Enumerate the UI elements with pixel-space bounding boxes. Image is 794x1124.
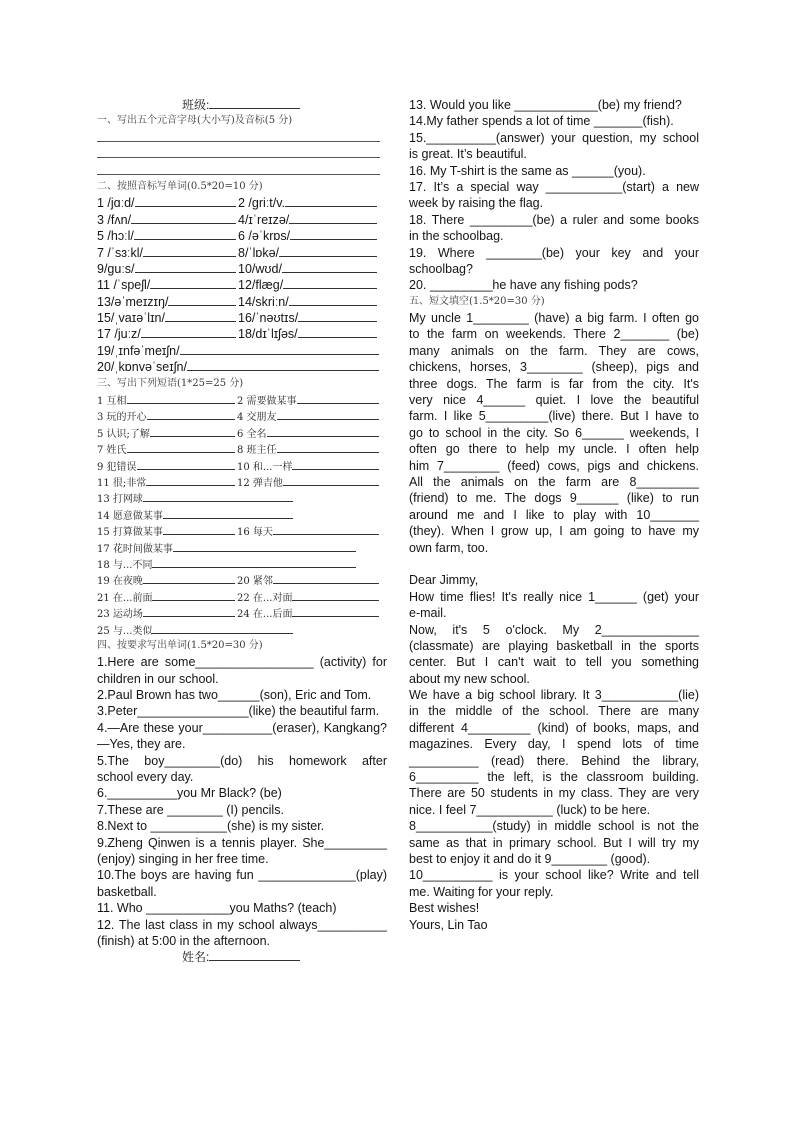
answer-blank (127, 394, 235, 404)
vocab-phonetic: 12/flæg/ (238, 278, 284, 293)
answer-blank (143, 607, 235, 617)
letter-line: __________ (read) there. Behind the library, (409, 753, 699, 768)
vocab-phonetic: 1 /jɑːd/ (97, 196, 135, 211)
answer-blank (298, 312, 377, 322)
question-line: 1.Here are some_________________ (activity) for (97, 655, 387, 670)
answer-blank (127, 443, 235, 453)
phrase-prompt: 22 在...对面 (237, 592, 293, 604)
answer-blank (141, 328, 236, 338)
answer-blank (187, 361, 379, 371)
vocab-item (97, 195, 236, 211)
answer-blank (277, 443, 379, 453)
answer-blank (131, 214, 236, 224)
part4-questions-right (409, 97, 699, 294)
phrase-row (97, 605, 387, 621)
vocab-row (97, 212, 387, 228)
question-line: 7.These are ________ (I) pencils. (97, 802, 284, 817)
answer-blank (282, 263, 377, 273)
question-line: 20. _________he have any fishing pods? (409, 278, 638, 293)
vocab-item (238, 261, 377, 277)
letter-line: Now, it's 5 o'clock. My 2______________ (409, 622, 699, 637)
vocab-item (238, 195, 377, 211)
vocab-phonetic: 17 /juːz/ (97, 327, 141, 342)
vocab-item (238, 212, 377, 228)
vocab-row (97, 261, 387, 277)
question-line: 17. It’s a special way ___________(start) a new (409, 179, 699, 194)
question-line: 3.Peter________________(like) the beautiful farm. (97, 704, 380, 719)
answer-blank (292, 607, 379, 617)
passage-line: around me and I like to play with 10_______ (409, 507, 699, 522)
passage-line: farm. I like 5_________(live) there. But I have to (409, 409, 699, 424)
answer-blank (283, 476, 379, 486)
answer-blank (173, 542, 356, 552)
passage-line: (they). When I grow up, I am going to have my (409, 524, 699, 539)
name-row (97, 949, 387, 965)
letter-line: nice. I feel 7___________ (luck) to be here. (409, 802, 651, 817)
answer-blank (285, 197, 377, 207)
vocab-phonetic: 5 /hɔːl/ (97, 229, 134, 244)
phrase-row (97, 425, 387, 441)
answer-blank (143, 574, 235, 584)
name-blank (209, 951, 300, 961)
vocab-row (97, 326, 387, 342)
phrase-prompt: 23 运动场 (97, 609, 143, 621)
vocab-item (97, 261, 236, 277)
answer-blank (135, 197, 236, 207)
vocab-item (238, 294, 377, 310)
phrase-row (97, 474, 387, 490)
question-line: 19. Where ________(be) your key and your (409, 245, 699, 260)
answer-rule (97, 147, 380, 158)
phrase-prompt: 1 互相 (97, 396, 127, 408)
question-line: is great. It’s beautiful. (409, 147, 527, 162)
letter-line: We have a big school library. It 3___________(lie) (409, 688, 699, 703)
phrase-row (97, 556, 387, 572)
answer-blank (277, 410, 379, 420)
answer-rule (97, 131, 380, 142)
letter-line: 8___________(study) in middle school is not the (409, 819, 699, 834)
vocab-phonetic: 3 /fʌn/ (97, 212, 132, 227)
letter-line: in the middle of the school. There are many (409, 704, 699, 719)
question-line: (enjoy) singing in her free time. (97, 851, 269, 866)
answer-blank (163, 525, 235, 535)
phrase-prompt: 17 花时间做某事 (97, 543, 173, 555)
class-label: 班级: (182, 98, 210, 112)
answer-line (97, 163, 387, 179)
vocab-row (97, 277, 387, 293)
class-field (182, 97, 300, 113)
answer-blank (135, 263, 236, 273)
letter-line: 10__________ is your school like? Write and tell (409, 868, 699, 883)
passage-line: chickens, horses, 3________ (sheep), pigs and (409, 360, 699, 375)
phrase-prompt: 25 与...类似 (97, 625, 153, 637)
answer-blank (290, 230, 377, 240)
vocab-row (97, 310, 387, 326)
letter-line: (classmate) are playing basketball in the sports (409, 638, 699, 653)
question-line: 16. My T-shirt is the same as ______(you). (409, 163, 646, 178)
question-line: (finish) at 5:00 in the afternoon. (97, 933, 271, 948)
vocab-phonetic: 19/ˌɪnfəˈmeɪʃn/ (97, 343, 180, 358)
vocab-phonetic: 8/ˈlɒkə/ (238, 245, 279, 260)
answer-blank (143, 492, 293, 502)
letter-line: magazines. Every day, I spend lots of time (409, 737, 699, 752)
question-line: 4.—Are these your__________(eraser), Kangkang? (97, 720, 387, 735)
letter-line: Best wishes! (409, 901, 480, 916)
answer-blank (152, 558, 356, 568)
vocab-row (97, 343, 387, 359)
answer-blank (292, 591, 379, 601)
vocab-phonetic: 9/guːs/ (97, 261, 135, 276)
phrase-prompt: 21 在...前面 (97, 592, 153, 604)
part3-heading: 三、写出下列短语(1*25=25 分) (97, 377, 244, 389)
passage-line: many animals on the farm. They are cows, (409, 343, 699, 358)
passage-line: him 7________ (feed) cows, pigs and chickens. (409, 458, 699, 473)
vocab-phonetic: 16/ˈnəʊtɪs/ (238, 311, 299, 326)
phrase-prompt: 4 交朋友 (237, 412, 277, 424)
phrase-prompt: 16 每天 (237, 527, 273, 539)
letter-line: Dear Jimmy, (409, 573, 479, 588)
question-line: 5.The boy________(do) his homework after (97, 753, 387, 768)
answer-blank (152, 591, 235, 601)
answer-blank (298, 328, 377, 338)
question-line: basketball. (97, 884, 157, 899)
phrase-prompt: 9 犯错误 (97, 461, 137, 473)
phrase-row (97, 572, 387, 588)
vocab-phonetic: 4/ɪˈreɪzə/ (238, 212, 290, 227)
answer-blank (147, 410, 235, 420)
answer-blank (134, 230, 236, 240)
phrase-row (97, 540, 387, 556)
answer-blank (273, 525, 379, 535)
answer-blank (150, 279, 236, 289)
answer-blank (150, 427, 235, 437)
phrase-row (97, 490, 387, 506)
letter-line: Yours, Lin Tao (409, 917, 488, 932)
passage-line: very nice 4______ quiet. I love the beautiful (409, 393, 699, 408)
question-line: 13. Would you like ____________(be) my friend? (409, 98, 682, 112)
part2-heading: 二、按照音标写单词(0.5*20=10 分) (97, 180, 263, 192)
vocab-item (97, 212, 236, 228)
passage-line: All the animals on the farm are 8_________ (409, 474, 699, 489)
passage-line: three dogs. The farm is far from the city. It's (409, 376, 699, 391)
vocab-phonetic: 2 /griːt/v. (238, 196, 286, 211)
vocab-item (97, 326, 236, 342)
letter-line: same as that in primary school. But I will try my (409, 835, 699, 850)
question-line: children in our school. (97, 671, 219, 686)
spacer-row (409, 556, 699, 572)
answer-blank (273, 574, 379, 584)
vocab-phonetic: 18/dɪˈlɪʃəs/ (238, 327, 298, 342)
vocab-item (97, 310, 236, 326)
answer-blank (297, 394, 379, 404)
phrase-row (97, 392, 387, 408)
vocab-phonetic: 10/wʊd/ (238, 261, 282, 276)
passage-line: own farm, too. (409, 540, 489, 555)
phrase-prompt: 12 弹吉他 (237, 477, 283, 489)
vocab-item (97, 343, 379, 359)
answer-blank (146, 476, 235, 486)
vocab-item (97, 359, 379, 375)
vocab-item (97, 294, 236, 310)
letter-line: There are 50 students in my class. They are very (409, 786, 699, 801)
phrase-row (97, 523, 387, 539)
question-line: 2.Paul Brown has two______(son), Eric and Tom. (97, 688, 372, 703)
part4-questions-left (97, 654, 387, 949)
phrase-prompt: 18 与...不同 (97, 559, 153, 571)
answer-rule (97, 164, 380, 175)
vocab-phonetic: 15/ˌvaɪəˈlɪn/ (97, 311, 165, 326)
vocab-row (97, 228, 387, 244)
question-line: 15.__________(answer) your question, my school (409, 130, 699, 145)
question-line: 18. There _________(be) a ruler and some books (409, 212, 699, 227)
question-line: week by raising the flag. (409, 196, 544, 211)
name-label: 姓名: (182, 950, 210, 965)
question-line: school every day. (97, 770, 194, 785)
answer-blank (163, 509, 293, 519)
letter-line: e-mail. (409, 606, 447, 621)
phrase-prompt: 2 需要做某事 (237, 396, 297, 408)
class-row (97, 97, 387, 113)
vocab-phonetic: 13/əˈmeɪzɪŋ/ (97, 294, 169, 309)
answer-blank (289, 296, 377, 306)
vocab-row (97, 195, 387, 211)
phrase-prompt: 5 认识;了解 (97, 428, 150, 440)
vocab-phonetic: 6 /əˈkrɒs/ (238, 229, 291, 244)
answer-blank (279, 247, 377, 257)
question-line: 9.Zheng Qinwen is a tennis player. She_________ (97, 835, 387, 850)
phrase-prompt: 14 愿意做某事 (97, 510, 163, 522)
answer-line (97, 146, 387, 162)
vocab-row (97, 245, 387, 261)
cloze-letter (409, 572, 699, 933)
part1-heading: 一、写出五个元音字母(大小写)及音标(5 分) (97, 115, 293, 127)
phrase-prompt: 6 全名 (237, 428, 267, 440)
vocab-item (238, 326, 377, 342)
question-line: schoolbag? (409, 261, 473, 276)
vocab-phonetic: 20/ˌkɒnvəˈseɪʃn/ (97, 360, 187, 375)
name-field (182, 949, 300, 965)
letter-line: best to enjoy it and do it 9________ (good). (409, 851, 651, 866)
part5-heading: 五、短文填空(1.5*20=30 分) (409, 295, 545, 307)
letter-line: How time flies! It's really nice 1______ (get) your (409, 589, 699, 604)
question-line: 8.Next to ___________(she) is my sister. (97, 819, 325, 834)
answer-blank (165, 312, 236, 322)
phrase-prompt: 20 紧邻 (237, 576, 273, 588)
phrase-prompt: 24 在...后面 (237, 609, 293, 621)
vocab-item (238, 310, 377, 326)
vocab-item (97, 228, 236, 244)
cloze-passage (409, 310, 699, 556)
phrase-row (97, 458, 387, 474)
vocab-phonetic: 7 /ˈsɜːkl/ (97, 245, 144, 260)
passage-line: My uncle 1________ (have) a big farm. I often go (409, 311, 699, 326)
phrase-row (97, 408, 387, 424)
answer-blank (292, 460, 379, 470)
phrase-row (97, 441, 387, 457)
vocab-row (97, 359, 387, 375)
letter-line: different 4_________ (kind) of books, maps, and (409, 720, 699, 735)
letter-line: center. But I can't wait to tell you something (409, 655, 699, 670)
phrase-row (97, 589, 387, 605)
question-line: 6.__________you Mr Black? (be) (97, 786, 282, 801)
vocab-row (97, 294, 387, 310)
answer-blank (152, 624, 293, 634)
answer-blank (137, 460, 235, 470)
worksheet-right-column (409, 97, 699, 933)
phrase-prompt: 11 很;非常 (97, 477, 147, 489)
passage-line: (friend) to me. The dogs 9______ (like) to run (409, 491, 699, 506)
phrase-prompt: 8 班主任 (237, 445, 277, 457)
question-line: 11. Who ____________you Maths? (teach) (97, 901, 337, 916)
vocab-item (238, 245, 377, 261)
question-line: 10.The boys are having fun ______________(play) (97, 868, 387, 883)
passage-line: go to school in the city. So 6______ weekends, I (409, 425, 699, 440)
vocab-phonetic: 14/skriːn/ (238, 294, 289, 309)
phrase-prompt: 13 打网球 (97, 494, 143, 506)
letter-line: 6_________ the left, is the classroom building. (409, 770, 699, 785)
phrase-row (97, 622, 387, 638)
worksheet-left-column (97, 97, 387, 966)
answer-blank (283, 279, 377, 289)
phrase-prompt: 3 玩的开心 (97, 412, 147, 424)
answer-blank (289, 214, 377, 224)
vocab-item (238, 228, 377, 244)
phrase-row (97, 507, 387, 523)
phrase-prompt: 10 和...一样 (237, 461, 293, 473)
answer-blank (168, 296, 236, 306)
question-line: in the schoolbag. (409, 229, 504, 244)
question-line: 14.My father spends a lot of time _______(fish). (409, 114, 674, 129)
letter-line: me. Waiting for your reply. (409, 884, 554, 899)
class-blank (209, 99, 300, 109)
letter-line: about my new school. (409, 671, 530, 686)
phrase-prompt: 19 在夜晚 (97, 576, 143, 588)
vocab-item (238, 277, 377, 293)
answer-line (97, 130, 387, 146)
phrase-prompt: 7 姓氏 (97, 445, 127, 457)
answer-blank (180, 345, 379, 355)
passage-line: often go there to help my uncle. I often help (409, 442, 699, 457)
answer-blank (143, 247, 236, 257)
answer-blank (267, 427, 379, 437)
phrase-prompt: 15 打算做某事 (97, 527, 163, 539)
vocab-item (97, 277, 236, 293)
vocab-item (97, 245, 236, 261)
question-line: —Yes, they are. (97, 737, 186, 752)
part4-heading: 四、按要求写出单词(1.5*20=30 分) (97, 639, 263, 651)
question-line: 12. The last class in my school always__________ (97, 917, 387, 932)
vocab-phonetic: 11 /ˈspeʃl/ (97, 278, 151, 293)
passage-line: to the farm on weekends. There 2_______ (be) (409, 327, 699, 342)
